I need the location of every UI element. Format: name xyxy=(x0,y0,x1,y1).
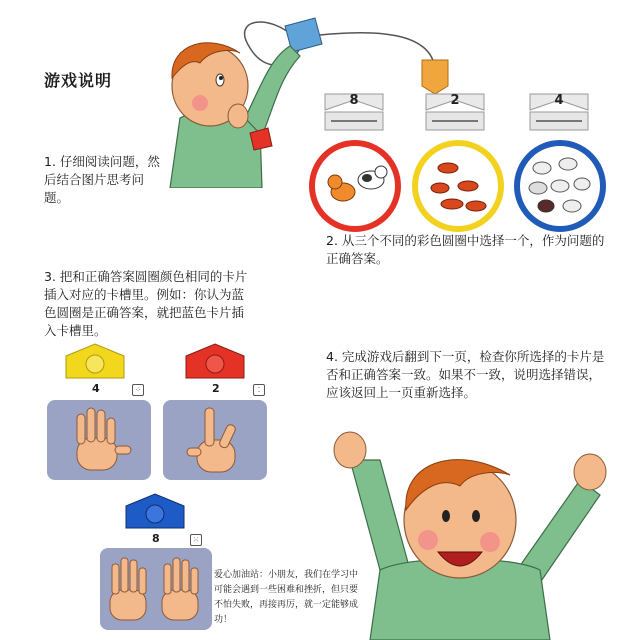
red-card-number: 2 xyxy=(212,382,220,395)
step-number: 3. xyxy=(44,269,56,284)
answer-slot-number: 8 xyxy=(349,93,359,108)
dogs-icon xyxy=(418,146,498,226)
boy-cheering-illustration xyxy=(310,420,620,640)
step-2 xyxy=(326,232,606,268)
step-1 xyxy=(44,153,164,207)
yellow-card-number: 4 xyxy=(92,382,100,395)
step-3 xyxy=(44,268,254,340)
dice-icon: ⁙ xyxy=(190,534,202,546)
yellow-answer-circle[interactable] xyxy=(412,140,504,232)
step-text: 把和正确答案圆圈颜色相同的卡片插入对应的卡槽里。例如：你认为蓝色圆圈是正确答案，就把蓝色卡片插入卡槽里。 xyxy=(44,269,248,338)
two-fingers-hand-panel xyxy=(163,400,267,480)
dice-icon: ⁘ xyxy=(132,384,144,396)
step-text: 从三个不同的彩色圆圈中选择一个，作为问题的正确答案。 xyxy=(326,233,605,266)
answer-slot-number: 4 xyxy=(554,93,564,108)
sheep-icon xyxy=(520,146,600,226)
cats-icon xyxy=(315,146,395,226)
step-text: 完成游戏后翻到下一页，检查你所选择的卡片是否和正确答案一致。如果不一致，说明选择错误，应该返回上一页重新选择。 xyxy=(326,349,605,400)
hand-eight-icon xyxy=(100,548,212,630)
red-card[interactable] xyxy=(184,342,246,380)
hand-two-icon xyxy=(163,400,267,480)
eight-fingers-hand-panel xyxy=(100,548,212,630)
answer-slot-1 xyxy=(323,92,385,132)
red-answer-circle[interactable] xyxy=(309,140,401,232)
yellow-card[interactable] xyxy=(64,342,126,380)
blue-card-number: 8 xyxy=(152,532,160,545)
step-4 xyxy=(326,348,606,402)
blue-answer-circle[interactable] xyxy=(514,140,606,232)
encouragement-tip: 爱心加油站：小朋友，我们在学习中可能会遇到一些困难和挫折，但只要不怕失败，再接再厉，就一定能够成功！ xyxy=(214,570,359,625)
blue-card[interactable] xyxy=(124,492,186,530)
answer-slot-number: 2 xyxy=(450,93,460,108)
hand-four-icon xyxy=(47,400,151,480)
step-text: 仔细阅读问题，然后结合图片思考问题。 xyxy=(44,154,160,205)
four-fingers-hand-panel xyxy=(47,400,151,480)
dice-icon: ⁚ xyxy=(253,384,265,396)
page-title: 游戏说明 xyxy=(44,71,113,90)
step-number: 4. xyxy=(326,349,338,364)
step-number: 1. xyxy=(44,154,56,169)
step-number: 2. xyxy=(326,233,338,248)
answer-slot-3 xyxy=(528,92,590,132)
answer-slot-2 xyxy=(424,92,486,132)
